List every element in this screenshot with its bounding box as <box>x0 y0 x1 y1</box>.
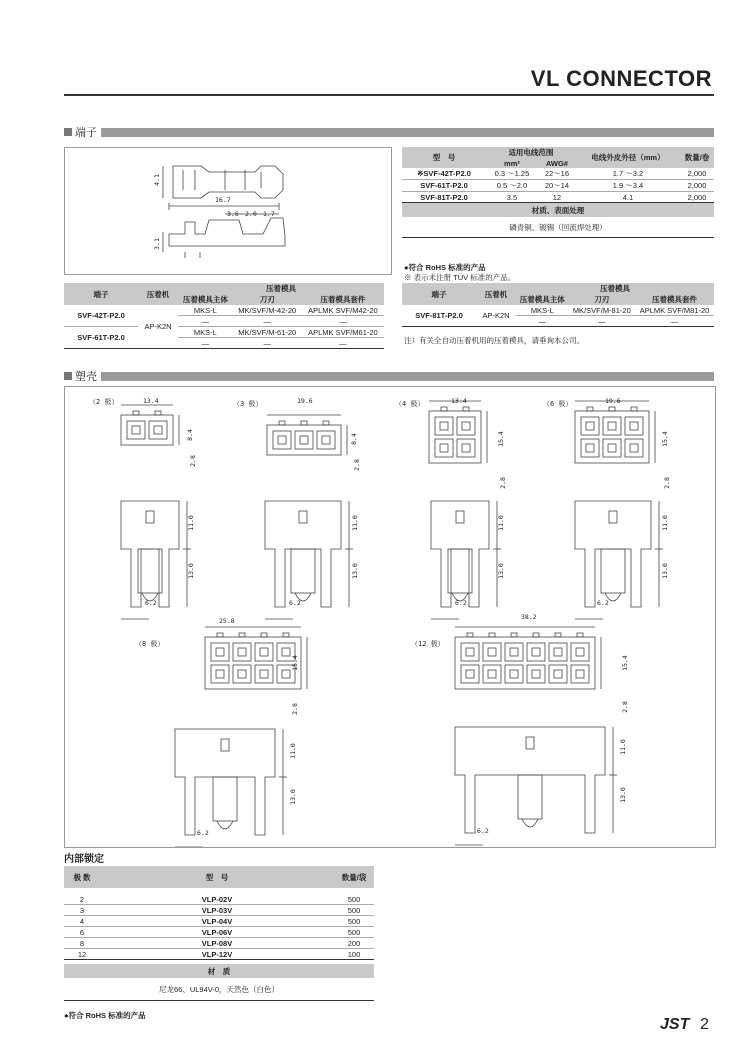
housing-12p-cavity <box>549 643 567 661</box>
th-terminal: 端子 <box>64 283 138 305</box>
housing-8p-latch <box>283 633 289 637</box>
cell-blade: — <box>233 316 302 327</box>
housing-12p-cavity-inner <box>532 670 540 678</box>
side-6p-window <box>609 511 617 523</box>
housing-12p-latch <box>467 633 473 637</box>
th-awg: AWG# <box>538 158 576 168</box>
dim-height-3p: 8.4 <box>349 433 358 445</box>
label-3-pole: （3 极） <box>233 400 263 408</box>
housing-4p-cavity <box>457 439 475 457</box>
th-lock-material: 材 质 <box>64 964 374 978</box>
housing-3p-latch <box>301 421 307 425</box>
housing-12p-cavity-inner <box>510 670 518 678</box>
dim-2-8-2p: 2.8 <box>188 455 197 467</box>
section-marker <box>64 372 72 380</box>
side-2p-window <box>146 511 154 523</box>
table-row <box>402 192 714 203</box>
cell-pole: 2 <box>64 894 100 905</box>
dim-height-4p: 15.4 <box>496 431 505 447</box>
section-marker <box>64 128 72 136</box>
cell-body: — <box>178 316 233 327</box>
section-bar <box>101 372 714 381</box>
section-lock-label: 内部锁定 <box>64 854 104 865</box>
label-12-pole: （12 极） <box>411 640 445 648</box>
dim-2-8-3p: 2.8 <box>352 459 361 471</box>
table-row <box>64 916 374 927</box>
housing-8p-cavity-inner <box>238 670 246 678</box>
auto-crimp-note: 注）有关全自动压着机用的压着模具，请垂询本公司。 <box>404 336 584 345</box>
cell-body: MKS-L <box>516 305 569 316</box>
housing-2p-cavity-inner <box>154 426 162 434</box>
cell-model: VLP-03V <box>100 905 334 916</box>
table-row <box>64 327 384 338</box>
dim-height-12p: 15.4 <box>620 655 629 671</box>
housing-8p-cavity-inner <box>260 648 268 656</box>
dim-3-6: 3.6 <box>227 210 239 218</box>
label-8-pole: （8 极） <box>135 640 165 648</box>
housing-3p-cavity <box>273 431 291 449</box>
dim-11-0-4p: 11.0 <box>496 515 505 531</box>
cell-machine: AP-K2N <box>476 305 516 327</box>
lock-rohs-note: ●符合 RoHS 标准的产品 <box>64 1011 146 1020</box>
th-qty: 数量/袋 <box>334 866 374 888</box>
tuv-note: ※ 表示未注册 TÜV 标准的产品。 <box>404 273 516 282</box>
housing-6p-cavity-inner <box>586 444 594 452</box>
housing-12p-cavity <box>483 665 501 683</box>
th-body: 压着模具主体 <box>178 294 233 305</box>
cell-model: VLP-12V <box>100 949 334 960</box>
cell-qty: 2,000 <box>680 180 714 192</box>
housing-8p-cavity-inner <box>216 648 224 656</box>
dim-height-4-1: 4.1 <box>152 174 161 186</box>
th-tooling: 压着模具 <box>516 283 714 294</box>
side-3p-window <box>299 511 307 523</box>
dim-13-0-6p: 13.0 <box>660 563 669 579</box>
housing-6p-cavity-inner <box>586 422 594 430</box>
section-terminal <box>64 126 714 138</box>
cell-model: VLP-02V <box>100 894 334 905</box>
cell-blade: MK/SVF/M-61-20 <box>233 327 302 338</box>
housing-12p-latch <box>577 633 583 637</box>
cell-kit: APLMK SVF/M61-20 <box>302 327 384 338</box>
housing-12p-cavity <box>483 643 501 661</box>
page-number: 2 <box>700 1016 709 1033</box>
housing-12p-cavity-inner <box>576 670 584 678</box>
housing-2p-latch <box>155 411 161 415</box>
housing-12p-cavity <box>571 665 589 683</box>
dim-6-2-4p: 6.2 <box>455 599 467 607</box>
label-2-pole: （2 极） <box>89 398 119 406</box>
housing-3p-cavity-inner <box>300 436 308 444</box>
side-8p-latch-tip <box>217 821 233 829</box>
cell-body: MKS-L <box>178 327 233 338</box>
dim-width-8p: 25.8 <box>219 617 235 625</box>
th-blade: 刀刃 <box>233 294 302 305</box>
dim-11-0-3p: 11.0 <box>350 515 359 531</box>
housing-12p-cavity <box>571 643 589 661</box>
cell-blade: — <box>569 316 635 327</box>
side-6p-body <box>575 501 651 607</box>
dim-width-4p: 13.4 <box>451 397 467 405</box>
housing-4p-cavity-inner <box>440 444 448 452</box>
th-material: 材质、表面处理 <box>402 203 714 218</box>
dim-11-0-8p: 11.0 <box>288 743 297 759</box>
side-12p-latch-arm <box>518 775 542 819</box>
cell-awg: 20～14 <box>538 180 576 192</box>
side-2p-body <box>121 501 179 607</box>
housing-3p-cavity-inner <box>322 436 330 444</box>
cell-qty: 500 <box>334 894 374 905</box>
jst-logo: JST <box>660 1016 690 1033</box>
housing-6p-latch <box>587 407 593 411</box>
dim-2-8-12p: 2.8 <box>620 701 629 713</box>
wire-range-table <box>402 147 714 238</box>
housing-3p-cavity <box>317 431 335 449</box>
housing-4p-cavity-inner <box>462 422 470 430</box>
housing-6p-latch <box>609 407 615 411</box>
cell-mm2: 0.5 ～2.0 <box>486 180 538 192</box>
dim-13-0-3p: 13.0 <box>350 563 359 579</box>
th-model: 型 号 <box>402 147 486 168</box>
cell-qty: 500 <box>334 916 374 927</box>
cell-model: SVF-81T-P2.0 <box>402 192 486 203</box>
housing-6p-cavity <box>581 417 599 435</box>
housing-12p-cavity-inner <box>554 670 562 678</box>
housing-12p-cavity <box>549 665 567 683</box>
housing-8p-latch <box>217 633 223 637</box>
cell-term: SVF-61T-P2.0 <box>64 327 138 349</box>
cell-pole: 8 <box>64 938 100 949</box>
cell-blade: MK/SVF/M-81-20 <box>569 305 635 316</box>
table-row <box>402 168 714 180</box>
housing-4p-cavity <box>435 417 453 435</box>
housing-12p-outline <box>455 637 595 689</box>
housing-12p-cavity <box>461 665 479 683</box>
housing-6p-cavity <box>625 439 643 457</box>
label-4-pole: （4 极） <box>395 400 425 408</box>
housing-4p-cavity <box>457 417 475 435</box>
housing-3p-cavity <box>295 431 313 449</box>
cell-body: MKS-L <box>178 305 233 316</box>
housing-8p-cavity <box>211 665 229 683</box>
cell-qty: 500 <box>334 905 374 916</box>
housing-4p-cavity-inner <box>440 422 448 430</box>
housing-8p-cavity-inner <box>238 648 246 656</box>
housing-3p-cavity-inner <box>278 436 286 444</box>
th-tooling: 压着模具 <box>178 283 384 294</box>
th-kit: 压着模具套件 <box>302 294 384 305</box>
cell-blade: MK/SVF/M-42-20 <box>233 305 302 316</box>
housing-12p-cavity-inner <box>466 670 474 678</box>
dim-6-2-8p: 6.2 <box>197 829 209 837</box>
th-machine: 压着机 <box>476 283 516 305</box>
side-8p-window <box>221 739 229 751</box>
housing-8p-cavity <box>233 665 251 683</box>
lock-table <box>64 866 374 1001</box>
housing-12p-cavity-inner <box>532 648 540 656</box>
dim-11-0-6p: 11.0 <box>660 515 669 531</box>
dim-2-0: 2.0 <box>245 210 257 218</box>
rohs-note: ●符合 RoHS 标准的产品 <box>404 263 486 272</box>
dim-13-0-8p: 13.0 <box>288 789 297 805</box>
cell-term: SVF-81T-P2.0 <box>402 305 476 327</box>
cell-kit: APLMK SVF/M81-20 <box>635 305 714 316</box>
housing-svg <box>65 387 715 847</box>
dim-1-7: 1.7 <box>263 210 275 218</box>
housing-12p-latch <box>511 633 517 637</box>
dim-2-8-6p: 2.8 <box>662 477 671 489</box>
th-body: 压着模具主体 <box>516 294 569 305</box>
housing-12p-cavity-inner <box>510 648 518 656</box>
th-pole: 极 数 <box>64 866 100 888</box>
housing-12p-cavity-inner <box>466 648 474 656</box>
cell-pole: 12 <box>64 949 100 960</box>
housing-6p-cavity <box>603 417 621 435</box>
th-model: 型 号 <box>100 866 334 888</box>
table-row <box>64 894 374 905</box>
housing-4p-cavity-inner <box>462 444 470 452</box>
dim-6-2-12p: 6.2 <box>477 827 489 835</box>
side-2p-latch-arm <box>138 549 162 593</box>
table-row <box>402 180 714 192</box>
cell-od: 4.1 <box>576 192 680 203</box>
cell-model: VLP-04V <box>100 916 334 927</box>
cell-awg: 22～16 <box>538 168 576 180</box>
housing-12p-cavity <box>527 665 545 683</box>
cell-qty: 500 <box>334 927 374 938</box>
housing-12p-cavity <box>461 643 479 661</box>
material-value: 磷青铜、镀锡（回流焊处理） <box>402 217 714 238</box>
cell-pole: 3 <box>64 905 100 916</box>
cell-awg: 12 <box>538 192 576 203</box>
dim-length-16-7: 16.7 <box>215 196 231 204</box>
th-qty: 数量/卷 <box>680 147 714 168</box>
side-3p-body <box>265 501 341 607</box>
cell-qty: 2,000 <box>680 168 714 180</box>
housing-2p-cavity-inner <box>132 426 140 434</box>
section-housing <box>64 370 714 382</box>
cell-model: ※SVF-42T-P2.0 <box>402 168 486 180</box>
cell-kit: — <box>302 316 384 327</box>
housing-12p-latch <box>489 633 495 637</box>
housing-6p-latch <box>631 407 637 411</box>
section-housing-label: 塑壳 <box>75 370 97 383</box>
housing-12p-latch <box>555 633 561 637</box>
housing-12p-cavity <box>505 643 523 661</box>
side-4p-window <box>456 511 464 523</box>
cell-body: — <box>178 338 233 349</box>
housing-2p-cavity <box>149 421 167 439</box>
cell-mm2: 3.5 <box>486 192 538 203</box>
housing-4p-outline <box>429 411 481 463</box>
cell-od: 1.7 ～3.2 <box>576 168 680 180</box>
dim-13-0-12p: 13.0 <box>618 787 627 803</box>
cell-kit: — <box>635 316 714 327</box>
housing-4p-cavity <box>435 439 453 457</box>
cell-body: — <box>516 316 569 327</box>
dim-11-0-2p: 11.0 <box>186 515 195 531</box>
dim-2-8-8p: 2.8 <box>290 703 299 715</box>
housing-drawings <box>64 386 716 848</box>
housing-8p-cavity <box>255 643 273 661</box>
crimp-table-right <box>402 283 714 327</box>
cell-model: VLP-06V <box>100 927 334 938</box>
cell-kit: APLMK SVF/M42-20 <box>302 305 384 316</box>
dim-height-8p: 15.4 <box>290 655 299 671</box>
dim-13-0-4p: 13.0 <box>496 563 505 579</box>
th-blade: 刀刃 <box>569 294 635 305</box>
cell-mm2: 0.3 ～1.25 <box>486 168 538 180</box>
table-row <box>64 927 374 938</box>
dim-6-2-2p: 6.2 <box>145 599 157 607</box>
dim-3-1: 3.1 <box>152 238 161 250</box>
housing-6p-cavity <box>603 439 621 457</box>
cell-qty: 200 <box>334 938 374 949</box>
housing-6p-outline <box>575 411 649 463</box>
cell-model: VLP-08V <box>100 938 334 949</box>
section-bar <box>101 128 714 137</box>
lock-material-value: 尼龙66、UL94V-0，天然色（白色） <box>64 978 374 1001</box>
dim-11-0-12p: 11.0 <box>618 739 627 755</box>
housing-8p-cavity-inner <box>216 670 224 678</box>
dim-6-2-3p: 6.2 <box>289 599 301 607</box>
dim-width-2p: 13.4 <box>143 397 159 405</box>
housing-3p-latch <box>279 421 285 425</box>
dim-height-6p: 15.4 <box>660 431 669 447</box>
table-row <box>64 305 384 316</box>
housing-12p-latch <box>533 633 539 637</box>
table-row <box>64 938 374 949</box>
housing-8p-cavity-inner <box>282 648 290 656</box>
housing-4p-latch <box>441 407 447 411</box>
housing-12p-cavity-inner <box>488 648 496 656</box>
section-terminal-label: 端子 <box>75 126 97 139</box>
th-mm2: mm² <box>486 158 538 168</box>
cell-qty: 100 <box>334 949 374 960</box>
housing-8p-latch <box>261 633 267 637</box>
side-12p-body <box>455 727 605 833</box>
housing-12p-cavity <box>527 643 545 661</box>
page-title: VL CONNECTOR <box>530 66 712 91</box>
th-outer-dia: 电线外皮外径（mm） <box>576 147 680 168</box>
housing-6p-cavity-inner <box>630 422 638 430</box>
dim-width-3p: 19.6 <box>297 397 313 405</box>
th-wire-range: 适用电线范围 <box>486 147 576 158</box>
housing-2p-latch <box>133 411 139 415</box>
cell-machine: AP-K2N <box>138 305 178 349</box>
housing-6p-cavity <box>625 417 643 435</box>
dim-6-2-6p: 6.2 <box>597 599 609 607</box>
cell-term: SVF-42T-P2.0 <box>64 305 138 327</box>
housing-8p-cavity <box>233 643 251 661</box>
side-3p-latch-arm <box>291 549 315 593</box>
housing-8p-latch <box>239 633 245 637</box>
terminal-drawing <box>64 147 392 275</box>
housing-2p-cavity <box>127 421 145 439</box>
housing-12p-cavity-inner <box>554 648 562 656</box>
th-terminal: 端子 <box>402 283 476 305</box>
housing-12p-cavity-inner <box>576 648 584 656</box>
side-8p-latch-arm <box>213 777 237 821</box>
dim-13-0-2p: 13.0 <box>186 563 195 579</box>
housing-8p-cavity-inner <box>282 670 290 678</box>
housing-12p-cavity <box>505 665 523 683</box>
housing-6p-cavity-inner <box>608 444 616 452</box>
housing-4p-latch <box>463 407 469 411</box>
cell-od: 1.9 ～3.4 <box>576 180 680 192</box>
housing-6p-cavity-inner <box>630 444 638 452</box>
housing-6p-cavity-inner <box>608 422 616 430</box>
table-row <box>64 949 374 960</box>
housing-8p-cavity <box>211 643 229 661</box>
th-kit: 压着模具套件 <box>635 294 714 305</box>
housing-2p-outline <box>121 415 173 445</box>
cell-qty: 2,000 <box>680 192 714 203</box>
cell-blade: — <box>233 338 302 349</box>
crimp-table-left <box>64 283 384 349</box>
dim-width-12p: 38.2 <box>521 613 537 621</box>
label-6-pole: （6 极） <box>543 400 573 408</box>
side-4p-body <box>431 501 489 607</box>
th-machine: 压着机 <box>138 283 178 305</box>
cell-pole: 6 <box>64 927 100 938</box>
title-rule <box>64 94 714 96</box>
cell-model: SVF-61T-P2.0 <box>402 180 486 192</box>
dim-height-2p: 8.4 <box>185 429 194 441</box>
side-12p-window <box>526 737 534 749</box>
side-6p-latch-arm <box>601 549 625 593</box>
housing-6p-cavity <box>581 439 599 457</box>
housing-8p-cavity <box>255 665 273 683</box>
housing-8p-cavity-inner <box>260 670 268 678</box>
side-4p-latch-arm <box>448 549 472 593</box>
table-row <box>64 905 374 916</box>
housing-3p-latch <box>323 421 329 425</box>
side-8p-body <box>175 729 275 835</box>
table-row <box>402 305 714 316</box>
housing-8p-outline <box>205 637 301 689</box>
cell-kit: — <box>302 338 384 349</box>
dim-width-6p: 19.6 <box>605 397 621 405</box>
side-12p-latch-tip <box>522 819 538 827</box>
cell-pole: 4 <box>64 916 100 927</box>
housing-12p-cavity-inner <box>488 670 496 678</box>
dim-2-8-4p: 2.8 <box>498 477 507 489</box>
